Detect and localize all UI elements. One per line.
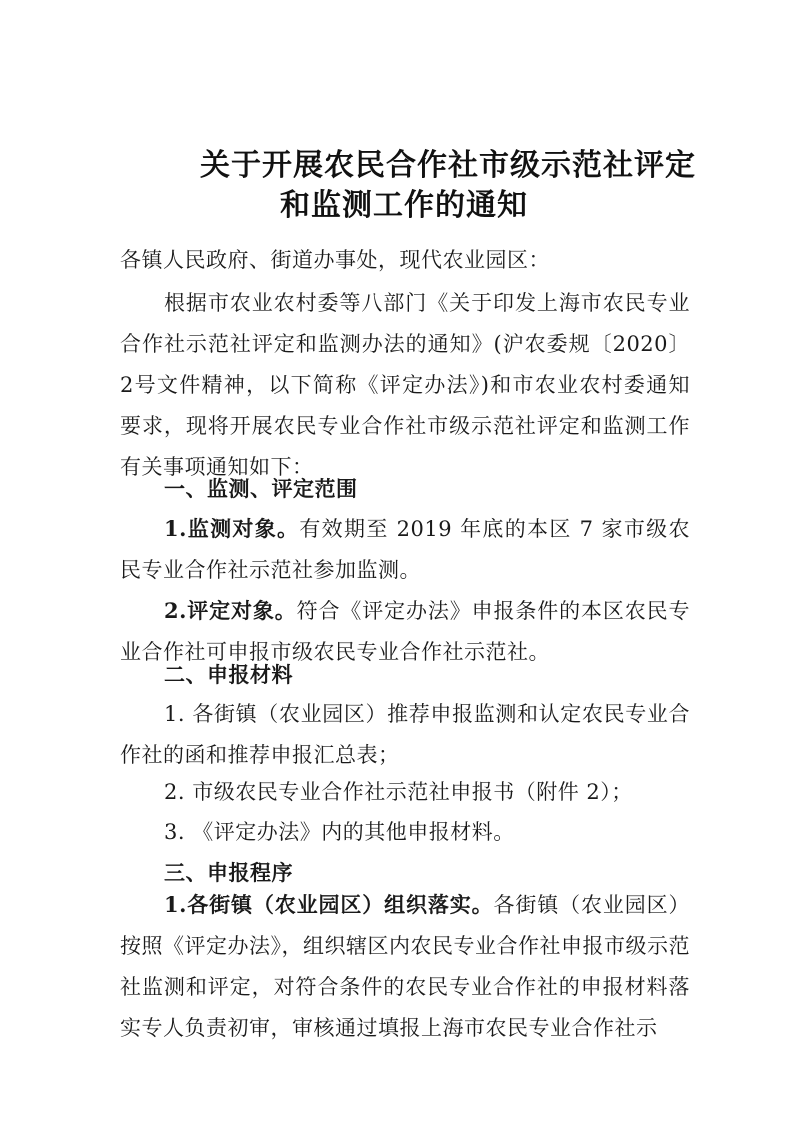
section-2-item-2: 2. 市级农民专业合作社示范社申报书（附件 2）； <box>164 780 633 804</box>
section-3-item-1-lead: 1.各街镇（农业园区）组织落实。 <box>164 892 494 917</box>
section-3-item-1 <box>120 884 690 1049</box>
section-2-heading: 二、申报材料 <box>164 662 293 687</box>
section-1-item-1-lead: 1.监测对象。 <box>164 516 300 541</box>
section-1-heading: 一、监测、评定范围 <box>164 476 358 501</box>
section-3-heading: 三、申报程序 <box>164 860 293 885</box>
salutation: 各镇人民政府、街道办事处，现代农业园区： <box>120 248 550 272</box>
document-title-line-1: 关于开展农民合作社市级示范社评定 <box>200 148 696 183</box>
section-3-item-1-text: 各街镇（农业园区）按照《评定办法》，组织辖区内农民专业合作社申报市级示范社监测和评定，对符合条件的农民专业合作社的申报材料落实专人负责初审，审核通过填报上海市农民专业合作社示 <box>120 893 691 1040</box>
section-1-item-1 <box>120 508 690 591</box>
section-1-item-2-text: 符合《评定办法》申报条件的本区农民专业合作社可申报市级农民专业合作社示范社。 <box>120 599 690 664</box>
section-2-item-1: 1. 各街镇（农业园区）推荐申报监测和认定农民专业合作社的函和推荐申报汇总表； <box>120 702 690 767</box>
section-2-item-3: 3. 《评定办法》内的其他申报材料。 <box>164 820 515 844</box>
document-title-line-2: 和监测工作的通知 <box>280 188 528 223</box>
intro-paragraph: 根据市农业农村委等八部门《关于印发上海市农民专业合作社示范社评定和监测办法的通知》(沪农委规〔2020〕2号文件精神，以下简称《评定办法》)和市农业农村委通知要求，现将开展农民专业合作社市级示范社评定和监测工作有关事项通知如下： <box>120 291 690 479</box>
section-1-item-2-lead: 2.评定对象。 <box>164 598 297 623</box>
section-1-item-1-text: 有效期至 2019 年底的本区 7 家市级农民专业合作社示范社参加监测。 <box>120 517 690 582</box>
